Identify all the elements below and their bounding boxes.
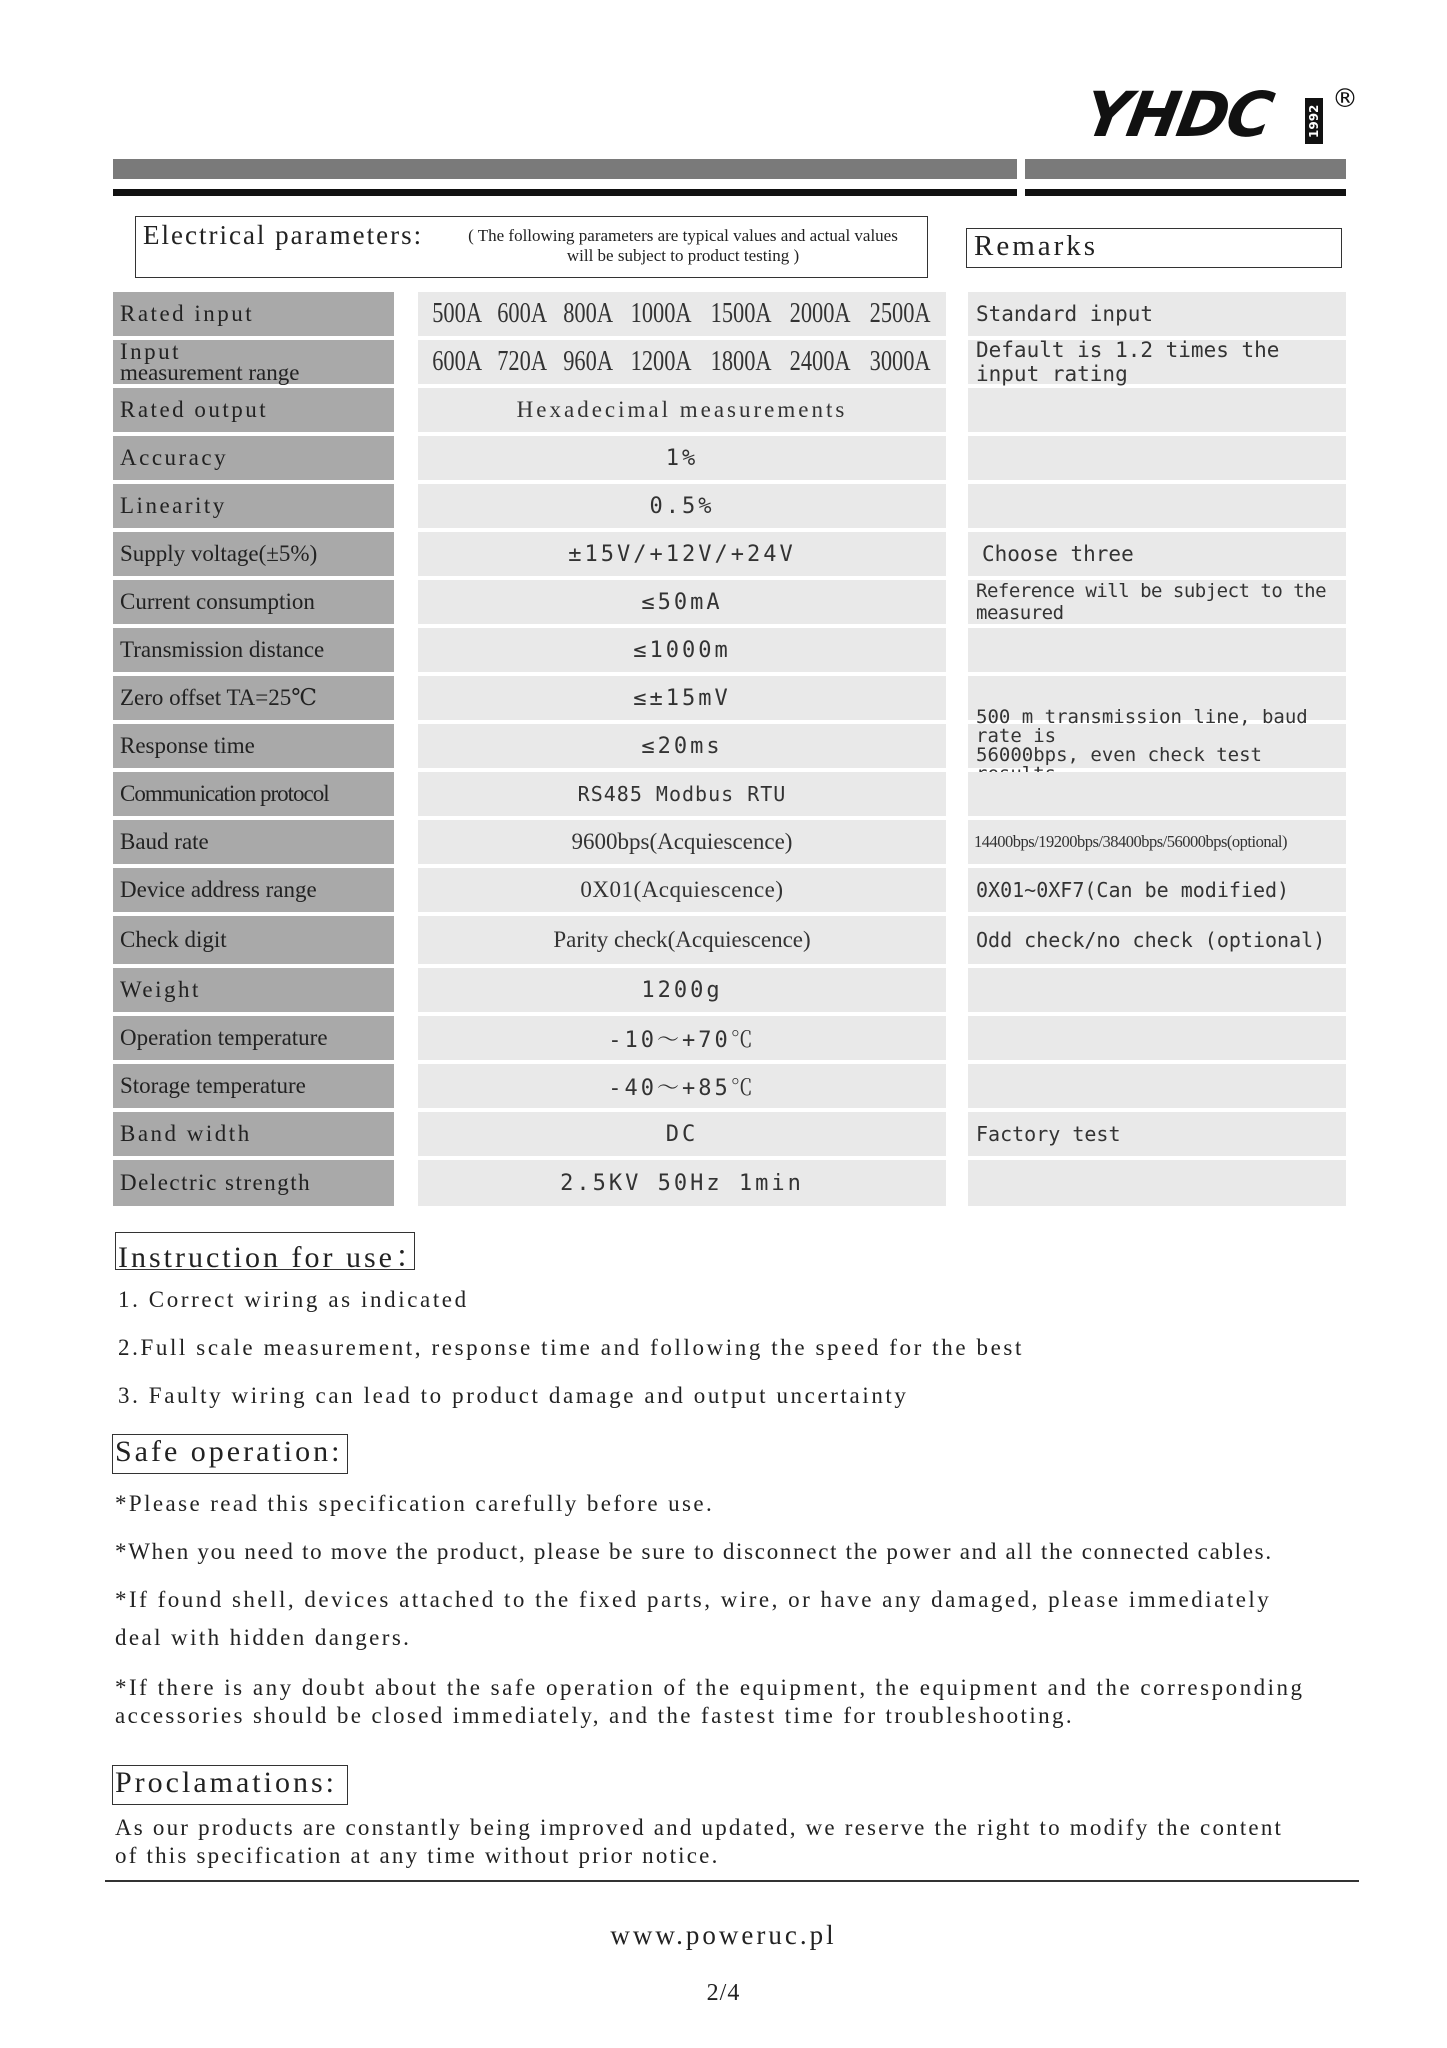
rated-input-value: 1000A bbox=[630, 298, 692, 329]
remarks-title: Remarks bbox=[974, 230, 1099, 262]
label-operation-temperature: Operation temperature bbox=[113, 1016, 394, 1060]
value-baud-rate: 9600bps(Acquiescence) bbox=[418, 820, 946, 864]
instruction-item: 1. Correct wiring as indicated bbox=[118, 1287, 469, 1312]
proclamations-line: of this specification at any time without prior notice. bbox=[115, 1843, 720, 1868]
remark-storage-temperature bbox=[968, 1064, 1346, 1108]
label-zero-offset: Zero offset TA=25℃ bbox=[113, 676, 394, 720]
remark-communication-protocol bbox=[968, 772, 1346, 816]
remark-response-time-line1: 500 m transmission line, baud rate is bbox=[976, 706, 1308, 747]
safe-item: accessories should be closed immediately, and the fastest time for troubleshooting. bbox=[115, 1703, 1075, 1728]
remark-device-address-range: 0X01~0XF7(Can be modified) bbox=[968, 868, 1346, 912]
safe-item: *When you need to move the product, please be sure to disconnect the power and all the connected cables. bbox=[115, 1539, 1273, 1564]
value-storage-temperature: -40～+85℃ bbox=[418, 1064, 946, 1108]
label-linearity: Linearity bbox=[113, 484, 394, 528]
remark-linearity bbox=[968, 484, 1346, 528]
input-range-value: 3000A bbox=[869, 346, 931, 377]
rated-input-value: 500A bbox=[431, 298, 482, 329]
value-input-range bbox=[418, 340, 946, 384]
electrical-parameters-note bbox=[443, 226, 923, 266]
proclamations-title: Proclamations: bbox=[115, 1766, 337, 1799]
label-weight: Weight bbox=[113, 968, 394, 1012]
label-device-address-range: Device address range bbox=[113, 868, 394, 912]
remark-band-width: Factory test bbox=[968, 1112, 1346, 1156]
label-response-time: Response time bbox=[113, 724, 394, 768]
remark-response-time-line2: 56000bps, even check test bbox=[976, 744, 1262, 766]
remark-check-digit: Odd check/no check (optional) bbox=[968, 916, 1346, 964]
safe-operation-title: Safe operation: bbox=[115, 1435, 343, 1468]
label-dielectric-strength: Delectric strength bbox=[113, 1160, 394, 1206]
input-range-value: 720A bbox=[497, 346, 548, 377]
label-rated-input: Rated input bbox=[113, 292, 394, 336]
page-number: 2/4 bbox=[706, 1980, 741, 2006]
remark-baud-rate: 14400bps/19200bps/38400bps/56000bps(optional) bbox=[968, 820, 1346, 864]
footer-url: www.poweruc.pl bbox=[610, 1920, 837, 1950]
value-communication-protocol: RS485 Modbus RTU bbox=[418, 772, 946, 816]
value-device-address-range: 0X01(Acquiescence) bbox=[418, 868, 946, 912]
registered-mark: ® bbox=[1332, 84, 1358, 114]
remark-accuracy bbox=[968, 436, 1346, 480]
input-range-value: 1200A bbox=[630, 346, 692, 377]
label-check-digit: Check digit bbox=[113, 916, 394, 964]
header-bar-right bbox=[1025, 159, 1346, 179]
label-input-range bbox=[113, 340, 394, 384]
remark-input-range: Default is 1.2 times the input rating bbox=[968, 340, 1346, 384]
remark-rated-input: Standard input bbox=[968, 292, 1346, 336]
safe-item: deal with hidden dangers. bbox=[115, 1625, 412, 1650]
rated-input-value: 1500A bbox=[710, 298, 772, 329]
proclamations-line: As our products are constantly being improved and updated, we reserve the right to modify the content bbox=[115, 1815, 1284, 1840]
label-band-width: Band width bbox=[113, 1112, 394, 1156]
label-communication-protocol: Communication protocol bbox=[113, 772, 394, 816]
value-supply-voltage: ±15V/+12V/+24V bbox=[418, 532, 946, 576]
remark-response-time bbox=[968, 706, 1346, 768]
value-band-width: DC bbox=[418, 1112, 946, 1156]
remark-current-consumption: Reference will be subject to the measured bbox=[968, 580, 1346, 624]
input-range-value: 2400A bbox=[789, 346, 851, 377]
electrical-parameters-title: Electrical parameters: bbox=[143, 220, 424, 250]
input-range-value: 960A bbox=[563, 346, 614, 377]
instruction-title: Instruction for use： bbox=[118, 1241, 428, 1274]
remark-weight bbox=[968, 968, 1346, 1012]
header-line-right bbox=[1025, 189, 1346, 196]
value-linearity: 0.5% bbox=[418, 484, 946, 528]
rated-input-value: 800A bbox=[563, 298, 614, 329]
label-rated-output: Rated output bbox=[113, 388, 394, 432]
label-current-consumption: Current consumption bbox=[113, 580, 394, 624]
value-current-consumption: ≤50mA bbox=[418, 580, 946, 624]
label-input-range-line1: Input bbox=[120, 339, 182, 364]
rated-input-value: 2500A bbox=[869, 298, 931, 329]
value-response-time: ≤20ms bbox=[418, 724, 946, 768]
value-rated-input bbox=[418, 292, 946, 336]
value-rated-output: Hexadecimal measurements bbox=[418, 388, 946, 432]
input-range-value: 600A bbox=[431, 346, 482, 377]
label-accuracy: Accuracy bbox=[113, 436, 394, 480]
remark-operation-temperature bbox=[968, 1016, 1346, 1060]
input-range-value: 1800A bbox=[710, 346, 772, 377]
value-operation-temperature: -10～+70℃ bbox=[418, 1016, 946, 1060]
header-line-left bbox=[113, 189, 1017, 196]
remark-supply-voltage: Choose three bbox=[968, 532, 1346, 576]
label-storage-temperature: Storage temperature bbox=[113, 1064, 394, 1108]
footer-divider bbox=[105, 1880, 1359, 1882]
value-check-digit: Parity check(Acquiescence) bbox=[418, 916, 946, 964]
note-line-2: will be subject to product testing ) bbox=[566, 246, 800, 265]
label-supply-voltage: Supply voltage(±5%) bbox=[113, 532, 394, 576]
logo-year: 1992 bbox=[1305, 98, 1323, 144]
label-input-range-line2: measurement range bbox=[120, 360, 300, 385]
instruction-item: 3. Faulty wiring can lead to product damage and output uncertainty bbox=[118, 1383, 909, 1408]
label-transmission-distance: Transmission distance bbox=[113, 628, 394, 672]
safe-item: *If found shell, devices attached to the fixed parts, wire, or have any damaged, please immediately bbox=[115, 1587, 1272, 1612]
rated-input-value: 2000A bbox=[789, 298, 851, 329]
value-accuracy: 1% bbox=[418, 436, 946, 480]
remark-dielectric-strength bbox=[968, 1160, 1346, 1206]
value-zero-offset: ≤±15mV bbox=[418, 676, 946, 720]
rated-input-value: 600A bbox=[497, 298, 548, 329]
value-transmission-distance: ≤1000m bbox=[418, 628, 946, 672]
safe-item: *If there is any doubt about the safe operation of the equipment, the equipment and the corresponding bbox=[115, 1675, 1305, 1700]
remark-transmission-distance bbox=[968, 628, 1346, 672]
brand-logo: YHDC bbox=[1078, 78, 1278, 151]
header-bar-left bbox=[113, 159, 1017, 179]
remark-rated-output bbox=[968, 388, 1346, 432]
safe-item: *Please read this specification carefully before use. bbox=[115, 1491, 715, 1516]
instruction-item: 2.Full scale measurement, response time and following the speed for the best bbox=[118, 1335, 1024, 1360]
value-dielectric-strength: 2.5KV 50Hz 1min bbox=[418, 1160, 946, 1206]
label-baud-rate: Baud rate bbox=[113, 820, 394, 864]
value-weight: 1200g bbox=[418, 968, 946, 1012]
note-line-1: ( The following parameters are typical values and actual values bbox=[468, 226, 898, 245]
